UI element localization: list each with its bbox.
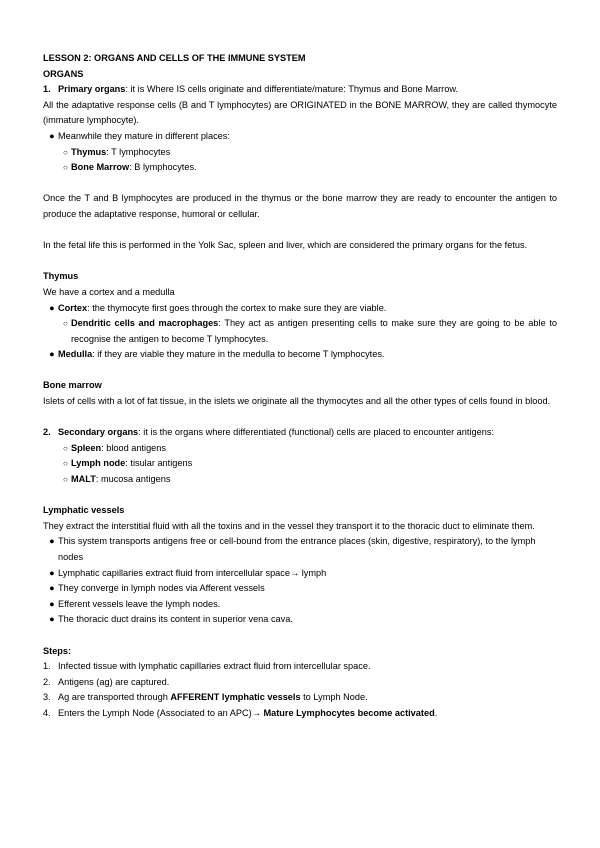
list-item	[43, 612, 557, 628]
step-bold-text: AFFERENT lymphatic vessels	[170, 692, 301, 703]
step-text: Infected tissue with lymphatic capillaries extract fluid from intercellular space.	[58, 661, 371, 672]
once-paragraph: Once the T and B lymphocytes are produced in the thymus or the bone marrow they are ready to encounter the antigen to produce the adaptative response, humoral or cellular.	[43, 193, 557, 219]
step-number: 1.	[43, 661, 51, 672]
circle-bullet-icon: ○	[63, 459, 68, 469]
organs-subheading: ORGANS	[43, 68, 84, 79]
lymphatic-title: Lymphatic vessels	[43, 505, 125, 516]
sub-item-label: Bone Marrow	[71, 162, 130, 173]
primary-organs-item	[43, 82, 557, 98]
list-item	[43, 160, 557, 176]
list-item	[43, 581, 557, 597]
medulla-label: Medulla	[58, 349, 93, 360]
step-text: Ag are transported through	[58, 692, 171, 703]
item-number: 2.	[43, 427, 51, 438]
dendritic-text: : They act as antigen presenting cells to make sure they are going to be able to recognise the antigen to become T lymphocytes.	[71, 318, 557, 344]
list-item	[43, 597, 557, 613]
list-item	[43, 129, 557, 145]
item-number: 1.	[43, 84, 51, 95]
step-text: Enters the Lymph Node (Associated to an APC)→	[58, 707, 264, 718]
lymphatic-text: They extract the interstitial fluid with all the toxins and in the vessel they transport it to the thoracic duct to eliminate them.	[43, 520, 535, 531]
step-item	[43, 690, 557, 706]
secondary-organs-item	[43, 425, 557, 441]
secondary-organs-label: Secondary organs	[58, 427, 139, 438]
bullet-icon: ●	[49, 349, 55, 360]
bullet-icon: ●	[49, 614, 55, 625]
bone-marrow-text: Islets of cells with a lot of fat tissue, in the islets we originate all the thymocytes and all the other types of cells found in blood.	[43, 396, 551, 407]
circle-bullet-icon: ○	[63, 443, 68, 453]
dendritic-label: Dendritic cells and macrophages	[71, 318, 219, 329]
cortex-text: : the thymocyte first goes through the cortex to make sure they are viable.	[87, 302, 387, 313]
circle-bullet-icon: ○	[63, 163, 68, 173]
bullet-icon: ●	[49, 598, 55, 609]
adaptative-cells-paragraph: All the adaptative response cells (B and T lymphocytes) are ORIGINATED in the BONE MARROW, they are called thymocyte (immature lymphocyte).	[43, 99, 557, 126]
list-item	[43, 534, 557, 565]
primary-organs-label: Primary organs	[58, 84, 126, 95]
step-text: Antigens (ag) are captured.	[58, 676, 170, 687]
step-number: 2.	[43, 676, 51, 687]
list-item	[43, 566, 557, 582]
list-item-text: This system transports antigens free or cell-bound from the entrance places (skin, digestive, respiratory), to the lymph nodes	[58, 536, 536, 562]
sub-item-text: : B lymphocytes.	[129, 162, 197, 173]
thymus-intro: We have a cortex and a medulla	[43, 286, 175, 297]
circle-bullet-icon: ○	[63, 319, 68, 329]
circle-bullet-icon: ○	[63, 475, 68, 485]
list-item	[43, 456, 557, 472]
list-item	[43, 472, 557, 488]
step-text: to Lymph Node.	[300, 692, 368, 703]
bullet-icon: ●	[49, 567, 55, 578]
sub-item-text: : tisular antigens	[125, 458, 193, 469]
step-number: 3.	[43, 692, 51, 703]
medulla-text: : if they are viable they mature in the medulla to become T lymphocytes.	[92, 349, 385, 360]
list-item-text: They converge in lymph nodes via Afferent vessels	[58, 583, 265, 594]
document-page	[43, 51, 557, 722]
list-item	[43, 316, 557, 347]
list-item-text: The thoracic duct drains its content in superior vena cava.	[58, 614, 293, 625]
circle-bullet-icon: ○	[63, 147, 68, 157]
sub-item-label: Thymus	[71, 146, 107, 157]
sub-item-text: : T lymphocytes	[106, 146, 171, 157]
step-number: 4.	[43, 707, 51, 718]
sub-item-label: Lymph node	[71, 458, 126, 469]
step-item	[43, 659, 557, 675]
fetal-paragraph: In the fetal life this is performed in the Yolk Sac, spleen and liver, which are considered the primary organs for the fetus.	[43, 240, 528, 251]
step-bold-text: Mature Lymphocytes become activated	[263, 707, 435, 718]
step-item	[43, 706, 557, 722]
list-item-text: Efferent vessels leave the lymph nodes.	[58, 598, 221, 609]
lesson-heading: LESSON 2: ORGANS AND CELLS OF THE IMMUNE SYSTEM	[43, 53, 306, 63]
list-item	[43, 145, 557, 161]
sub-item-text: : mucosa antigens	[95, 474, 171, 485]
list-item	[43, 301, 557, 317]
sub-item-label: MALT	[71, 474, 96, 485]
bullet-icon: ●	[49, 302, 55, 313]
step-item	[43, 675, 557, 691]
list-item-text: Lymphatic capillaries extract fluid from intercellular space→ lymph	[58, 567, 327, 578]
secondary-organs-text: : it is the organs where differentiated (functional) cells are placed to encounter antigens:	[138, 427, 494, 438]
list-item	[43, 347, 557, 363]
step-text: .	[434, 707, 438, 718]
cortex-label: Cortex	[58, 302, 88, 313]
sub-item-label: Spleen	[71, 442, 102, 453]
bullet-icon: ●	[49, 536, 55, 547]
bullet-icon: ●	[49, 583, 55, 594]
sub-item-text: : blood antigens	[101, 442, 166, 453]
list-item	[43, 441, 557, 457]
bone-marrow-title: Bone marrow	[43, 380, 102, 391]
thymus-title: Thymus	[43, 271, 79, 282]
list-item-text: Meanwhile they mature in different places:	[58, 130, 230, 141]
primary-organs-text: : it is Where IS cells originate and differentiate/mature: Thymus and Bone Marrow.	[125, 84, 459, 95]
bullet-icon: ●	[49, 130, 55, 141]
steps-title: Steps:	[43, 645, 72, 656]
